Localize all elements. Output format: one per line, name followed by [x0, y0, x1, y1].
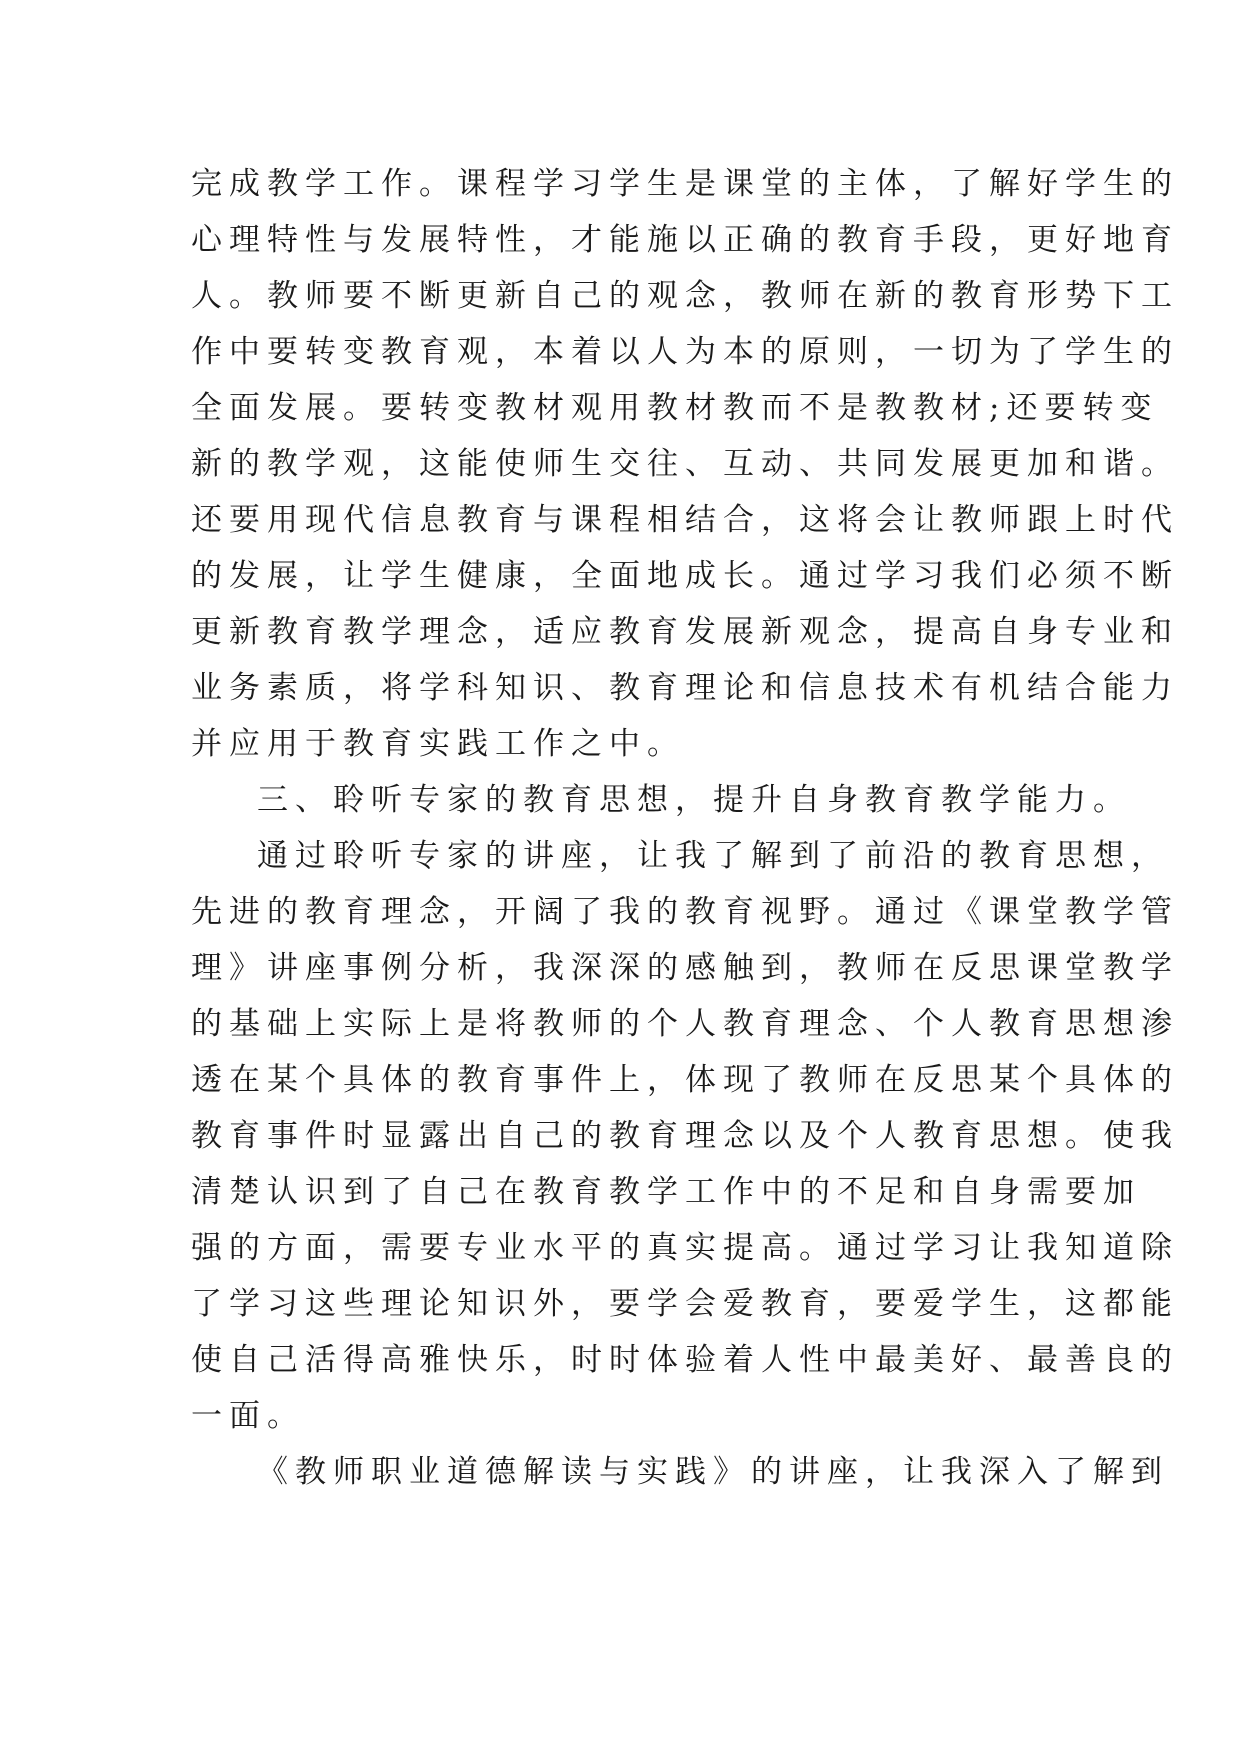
text-line: 的发展，让学生健康，全面地成长。通过学习我们必须不断 — [191, 558, 1179, 594]
text-line: 并应用于教育实践工作之中。 — [191, 726, 685, 762]
document-body — [191, 156, 1179, 1500]
text-line: 强的方面，需要专业水平的真实提高。通过学习让我知道除 — [191, 1230, 1179, 1266]
text-line: 还要用现代信息教育与课程相结合，这将会让教师跟上时代 — [191, 502, 1179, 538]
text-line: 了学习这些理论知识外，要学会爱教育，要爱学生，这都能 — [191, 1286, 1179, 1322]
text-line: 一面。 — [191, 1398, 305, 1434]
text-line: 完成教学工作。课程学习学生是课堂的主体，了解好学生的 — [191, 166, 1179, 202]
text-line: 作中要转变教育观，本着以人为本的原则，一切为了学生的 — [191, 334, 1179, 370]
text-line: 清楚认识到了自己在教育教学工作中的不足和自身需要加 — [191, 1174, 1141, 1210]
text-line: 更新教育教学理念，适应教育发展新观念，提高自身专业和 — [191, 614, 1179, 650]
text-line: 心理特性与发展特性，才能施以正确的教育手段，更好地育 — [191, 222, 1179, 258]
text-line: 人。教师要不断更新自己的观念，教师在新的教育形势下工 — [191, 278, 1179, 314]
text-line: 理》讲座事例分析，我深深的感触到，教师在反思课堂教学 — [191, 950, 1179, 986]
section-heading: 三、聆听专家的教育思想，提升自身教育教学能力。 — [257, 782, 1131, 818]
text-line: 透在某个具体的教育事件上，体现了教师在反思某个具体的 — [191, 1062, 1179, 1098]
text-line: 全面发展。要转变教材观用教材教而不是教教材;还要转变 — [191, 390, 1159, 426]
text-line: 业务素质，将学科知识、教育理论和信息技术有机结合能力 — [191, 670, 1179, 706]
text-line: 新的教学观，这能使师生交往、互动、共同发展更加和谐。 — [191, 446, 1179, 482]
paragraph-start-line: 通过聆听专家的讲座，让我了解到了前沿的教育思想， — [257, 838, 1169, 874]
text-line: 使自己活得高雅快乐，时时体验着人性中最美好、最善良的 — [191, 1342, 1179, 1378]
text-line: 教育事件时显露出自己的教育理念以及个人教育思想。使我 — [191, 1118, 1179, 1154]
text-line: 先进的教育理念，开阔了我的教育视野。通过《课堂教学管 — [191, 894, 1179, 930]
text-line: 的基础上实际上是将教师的个人教育理念、个人教育思想渗 — [191, 1006, 1179, 1042]
paragraph-start-line: 《教师职业道德解读与实践》的讲座，让我深入了解到 — [257, 1454, 1169, 1490]
